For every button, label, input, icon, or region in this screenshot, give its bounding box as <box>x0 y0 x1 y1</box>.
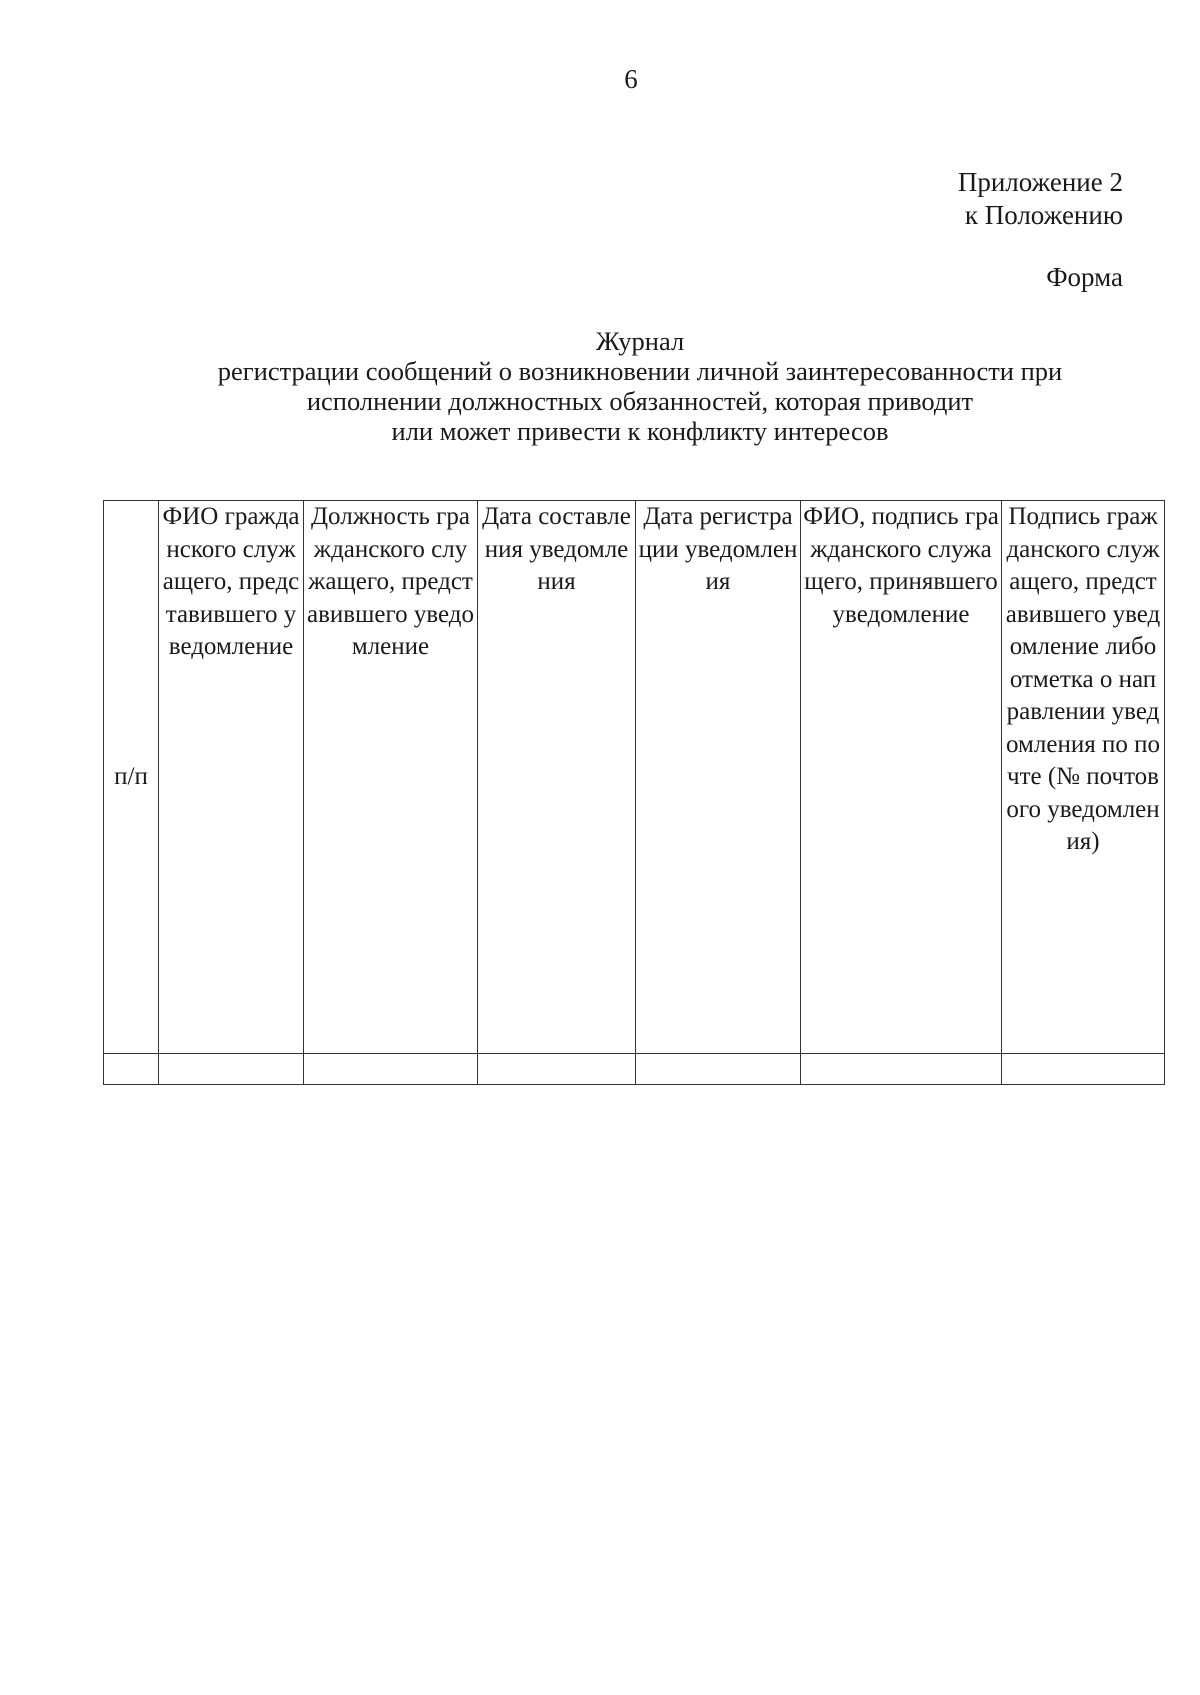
table-cell <box>478 1054 636 1085</box>
table-header-row <box>104 501 1165 1054</box>
table-cell <box>159 1054 304 1085</box>
title-line-4: или может привести к конфликту интересов <box>391 416 889 446</box>
page-number: 6 <box>624 64 638 94</box>
form-label: Форма <box>1046 262 1123 292</box>
appendix-line-1: Приложение 2 <box>957 167 1123 197</box>
table-cell <box>104 1054 159 1085</box>
title-line-3: исполнении должностных обязанностей, которая приводит <box>306 386 974 416</box>
table-cell <box>304 1054 478 1085</box>
title-line-2: регистрации сообщений о возникновении личной заинтересованности при <box>217 356 1063 386</box>
journal-table <box>103 500 1165 1085</box>
table-cell <box>1002 1054 1165 1085</box>
column-header-position: Должность гражданского служащего, представившего уведомление <box>304 501 478 1054</box>
appendix-reference <box>958 166 1123 232</box>
column-header-signature: Подпись гражданского служащего, представившего уведомление либо отметка о направлении уведомления по почте (№ почтового уведомления) <box>1002 501 1165 1054</box>
table-cell <box>801 1054 1002 1085</box>
table-cell <box>636 1054 801 1085</box>
title-line-1: Журнал <box>595 326 685 356</box>
column-header-date-registered: Дата регистрации уведомления <box>636 501 801 1054</box>
column-header-accepted-by: ФИО, подпись гражданского служащего, принявшего уведомление <box>801 501 1002 1054</box>
column-header-num: п/п <box>104 501 159 1054</box>
table-row <box>104 1054 1165 1085</box>
column-header-fio: ФИО гражданского служащего, представившего уведомление <box>159 501 304 1054</box>
column-header-date-created: Дата составления уведомления <box>478 501 636 1054</box>
document-title <box>140 326 1140 446</box>
appendix-line-2: к Положению <box>964 200 1123 230</box>
